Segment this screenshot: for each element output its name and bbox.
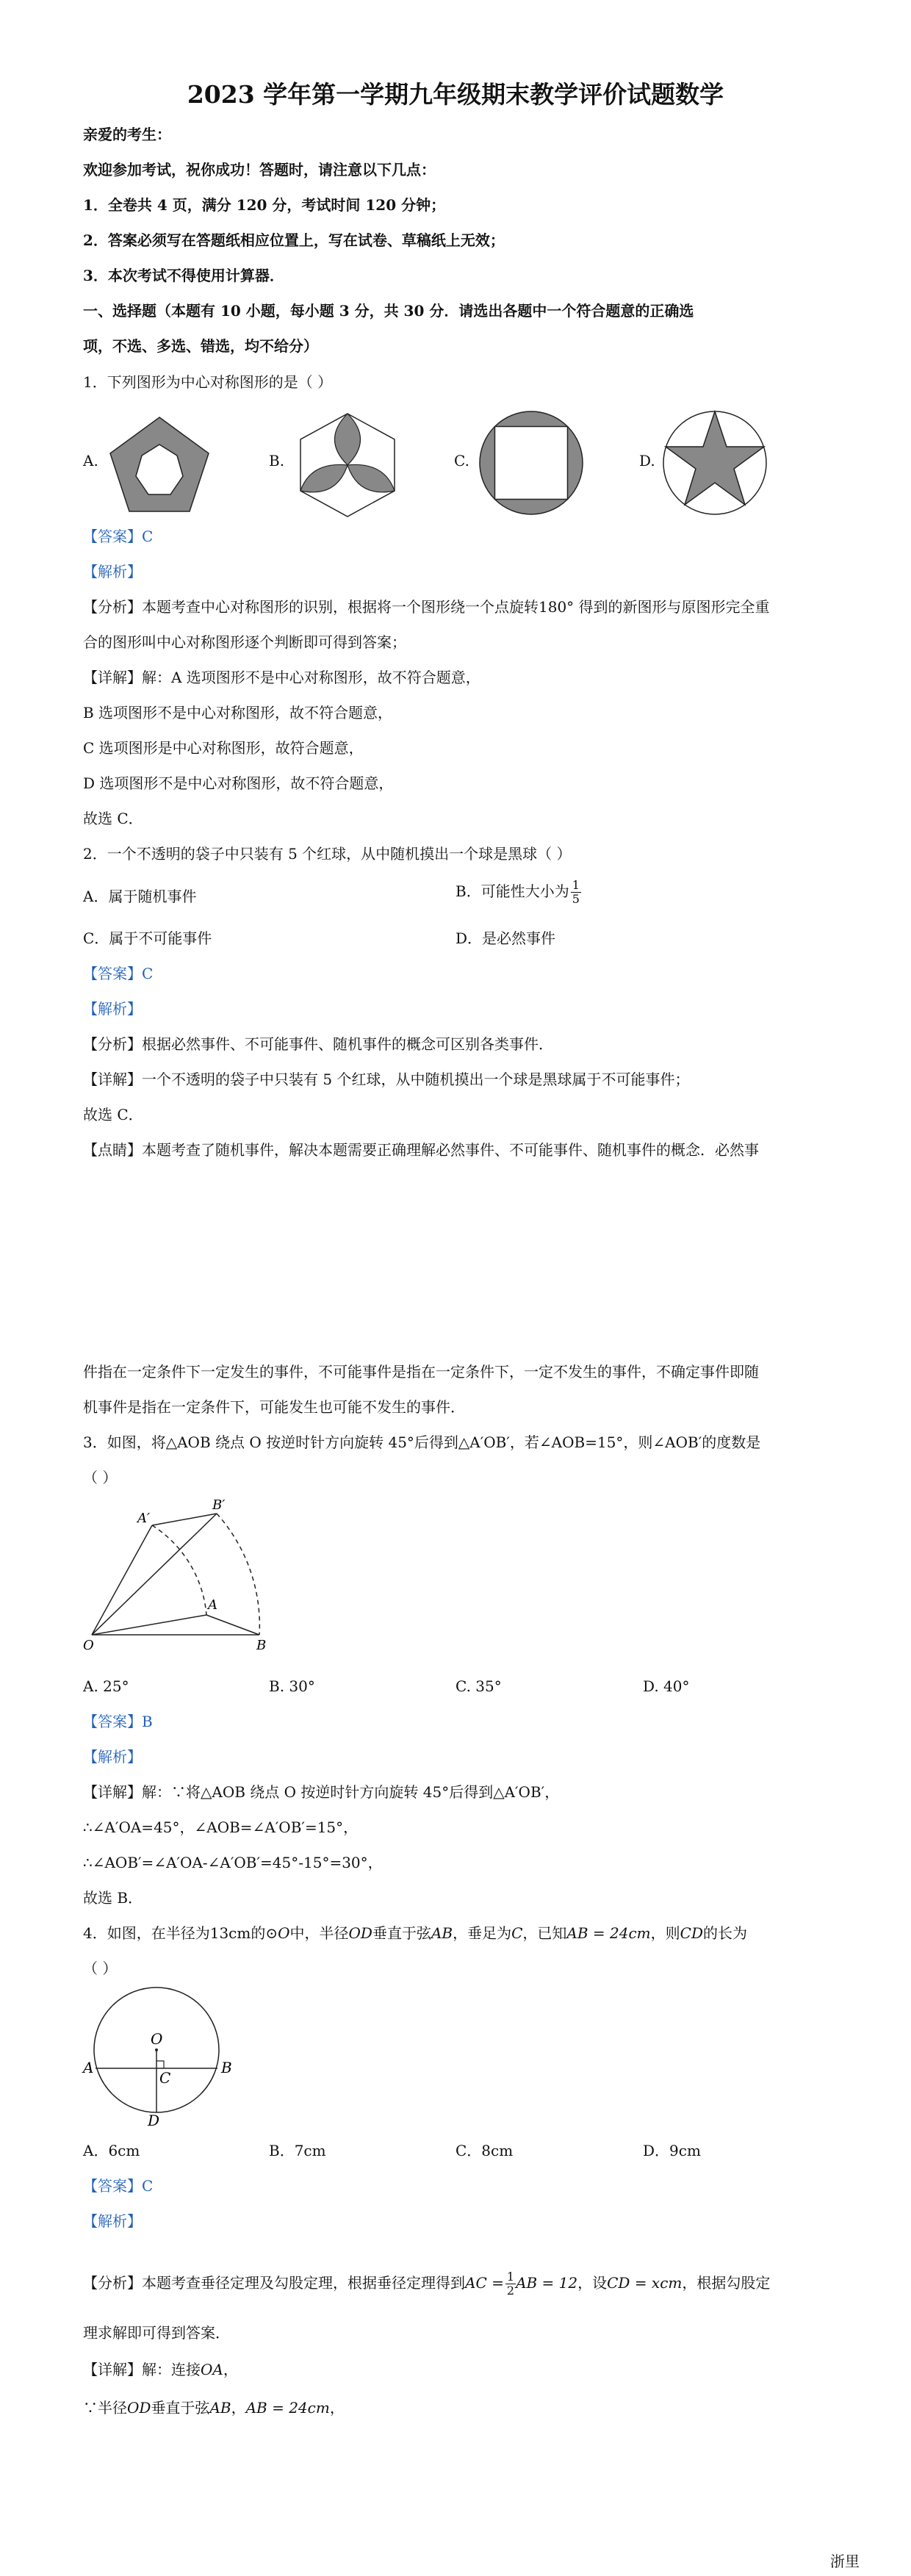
label-a: A <box>83 2059 94 2076</box>
q3-detail-line3: ∴∠AOB′=∠A′OA-∠A′OB′=45°-15°=30°， <box>83 1854 383 1871</box>
q1-detail-line2: B 选项图形不是中心对称图形，故不符合题意， <box>83 704 393 722</box>
q4-ab: AB <box>209 2399 231 2417</box>
q4-stem-text: ，则 <box>650 1924 680 1942</box>
page-title: 2023 学年第一学期九年级期末教学评价试题数学 <box>187 80 724 109</box>
fraction-denominator: 5 <box>572 892 580 906</box>
q4-stem <box>83 1922 747 1944</box>
q4-stem-text: 垂直于弦 <box>372 1924 431 1942</box>
label-c: C <box>159 2069 171 2087</box>
q3-answer: 【答案】B <box>83 1713 153 1730</box>
q2-option-d: D．是必然事件 <box>455 929 556 947</box>
q3-option-a: A. 25° <box>83 1677 129 1695</box>
q2-option-c: C．属于不可能事件 <box>83 929 212 947</box>
q2-option-b-fraction <box>571 879 581 906</box>
q1-detail-line4: D 选项图形不是中心对称图形，故不符合题意， <box>83 774 394 792</box>
q1-analysis-line2: 合的图形叫中心对称图形逐个判断即可得到答案； <box>83 633 406 651</box>
q1-analysis-tag: 【解析】 <box>83 563 142 580</box>
q1-option-d-label: D. <box>639 452 655 469</box>
q3-analysis-tag: 【解析】 <box>83 1748 142 1766</box>
q1-detail-line5: 故选 C． <box>83 810 143 827</box>
q4-half-fraction <box>505 2270 516 2298</box>
q2-analysis-tag: 【解析】 <box>83 1000 142 1018</box>
circle-star-figure <box>660 408 770 518</box>
q4-ab: AB <box>431 1924 453 1942</box>
section-heading-line1: 一、选择题（本题有 10 小题，每小题 3 分，共 30 分．请选出各题中一个符合题意的正确选 <box>83 302 694 320</box>
q4-analysis-line1 <box>83 2270 770 2298</box>
q4-detail-text: ∵半径 <box>83 2399 127 2417</box>
q3-detail-line1: 【详解】解：∵将△AOB 绕点 O 按逆时针方向旋转 45°后得到△A′OB′， <box>83 1783 560 1801</box>
q4-ac: AC = <box>465 2274 504 2292</box>
label-b: B <box>256 1638 267 1653</box>
q3-option-d: D. 40° <box>643 1677 690 1695</box>
q3-option-b: B. 30° <box>269 1677 315 1695</box>
label-o: O <box>83 1638 94 1653</box>
q2-option-b-text: B．可能性大小为 <box>455 882 569 900</box>
q4-od: OD <box>127 2399 151 2417</box>
q1-stem: 1．下列图形为中心对称图形的是（ ） <box>83 373 333 391</box>
q3-option-c: C. 35° <box>455 1677 502 1695</box>
q3-detail-line4: 故选 B． <box>83 1889 143 1907</box>
q4-ab-eq: AB = 24cm <box>566 1924 651 1942</box>
label-b: B <box>221 2059 232 2076</box>
pentagon-figure <box>104 411 215 522</box>
q3-paren: （ ） <box>83 1469 118 1486</box>
q2-option-b <box>455 879 581 906</box>
q4-detail-text: ， <box>231 2399 246 2417</box>
q1-option-b-label: B. <box>269 452 285 469</box>
q4-detail-text: ， <box>223 2361 238 2378</box>
section-heading-line2: 项，不选、多选、错选，均不给分） <box>83 337 318 355</box>
q4-cd-x: CD = xcm <box>607 2274 683 2292</box>
q4-analysis-line2: 理求解即可得到答案． <box>83 2324 230 2342</box>
q2-detail-line1: 【详解】一个不透明的袋子中只装有 5 个红球，从中随机摸出一个球是黑球属于不可能事件； <box>83 1071 690 1088</box>
q4-option-a: A．6cm <box>83 2142 140 2159</box>
rotation-figure <box>83 1492 281 1653</box>
q4-c: C <box>511 1924 523 1942</box>
q1-detail-line1: 【详解】解：A 选项图形不是中心对称图形，故不符合题意， <box>83 669 480 686</box>
fraction-numerator: 1 <box>506 2270 515 2284</box>
q4-detail-text: 【详解】解：连接 <box>83 2361 201 2378</box>
q1-option-c-label: C. <box>454 452 469 469</box>
fraction-denominator: 2 <box>506 2284 515 2298</box>
q4-stem-text: ，已知 <box>522 1924 567 1942</box>
q4-od: OD <box>348 1924 372 1942</box>
q4-option-d: D．9cm <box>643 2142 701 2159</box>
q2-option-a: A．属于随机事件 <box>83 888 197 905</box>
q4-analysis-text: ，根据勾股定 <box>682 2274 771 2292</box>
q2-note-line2: 件指在一定条件下一定发生的事件，不可能事件是指在一定条件下，一定不发生的事件，不确定事件即随 <box>83 1363 759 1381</box>
footer-watermark: 浙里 <box>830 2552 860 2570</box>
q1-analysis-line1: 【分析】本题考查中心对称图形的识别，根据将一个图形绕一个点旋转180° 得到的新图形与原图形完全重 <box>83 598 770 616</box>
q4-cd: CD <box>680 1924 703 1942</box>
q2-answer: 【答案】C <box>83 965 154 982</box>
q4-ab-12: AB = 12 <box>516 2274 578 2292</box>
q4-stem-text: 的 <box>251 1924 266 1942</box>
welcome-text: 欢迎参加考试，祝你成功！答题时，请注意以下几点： <box>83 161 436 179</box>
rule-1: 1．全卷共 4 页，满分 120 分，考试时间 120 分钟； <box>83 196 446 214</box>
fraction-numerator: 1 <box>572 878 580 892</box>
q2-stem: 2．一个不透明的袋子中只装有 5 个红球，从中随机摸出一个球是黑球（ ） <box>83 845 572 863</box>
q4-radius: 13cm <box>209 1924 251 1942</box>
label-a: A <box>208 1597 217 1613</box>
greeting: 亲爱的考生： <box>83 126 171 143</box>
q4-paren: （ ） <box>83 1960 118 1977</box>
hexagon-petal-figure <box>292 410 403 520</box>
q4-stem-text: 4．如图，在半径为 <box>83 1924 210 1942</box>
q3-stem: 3．如图，将△AOB 绕点 O 按逆时针方向旋转 45°后得到△A′OB′，若∠AOB=15°，则∠AOB′的度数是 <box>83 1433 761 1451</box>
q2-detail-line2: 故选 C． <box>83 1106 143 1123</box>
q2-note-line3: 机事件是指在一定条件下，可能发生也可能不发生的事件． <box>83 1398 465 1416</box>
q1-option-a-label: A. <box>83 452 98 469</box>
q4-circle: ⊙O <box>265 1924 290 1942</box>
q4-oa: OA <box>201 2361 223 2378</box>
circle-square-figure <box>476 408 586 518</box>
q4-option-b: B．7cm <box>269 2142 326 2159</box>
q4-stem-text: 的长为 <box>702 1924 747 1942</box>
label-o: O <box>151 2030 163 2048</box>
q4-analysis-text: 【分析】本题考查垂径定理及勾股定理，根据垂径定理得到 <box>83 2274 465 2292</box>
rule-3: 3．本次考试不得使用计算器． <box>83 267 284 284</box>
q4-detail-line2 <box>83 2397 345 2419</box>
q1-detail-line3: C 选项图形是中心对称图形，故符合题意， <box>83 739 364 757</box>
label-b-prime: B′ <box>212 1497 226 1513</box>
q4-option-c: C．8cm <box>455 2142 514 2159</box>
rule-2: 2．答案必须写在答题纸相应位置上，写在试卷、草稿纸上无效； <box>83 231 505 249</box>
q2-note-line1: 【点睛】本题考查了随机事件，解决本题需要正确理解必然事件、不可能事件、随机事件的概念．必然事 <box>83 1141 759 1159</box>
q3-detail-line2: ∴∠A′OA=45°，∠AOB=∠A′OB′=15°， <box>83 1818 359 1836</box>
q4-detail-text: ， <box>329 2399 345 2417</box>
q4-detail-line1 <box>83 2359 238 2381</box>
q1-answer: 【答案】C <box>83 528 154 545</box>
q4-stem-text: 中，半径 <box>289 1924 349 1942</box>
label-d: D <box>148 2112 160 2129</box>
q4-analysis-text: ，设 <box>577 2274 608 2292</box>
circle-chord-figure <box>83 1984 237 2131</box>
q4-detail-text: 垂直于弦 <box>151 2399 210 2417</box>
q4-ab-eq: AB = 24cm <box>245 2399 330 2417</box>
q2-analysis-line1: 【分析】根据必然事件、不可能事件、随机事件的概念可区别各类事件． <box>83 1035 553 1053</box>
q4-answer: 【答案】C <box>83 2177 154 2195</box>
q4-analysis-tag: 【解析】 <box>83 2212 142 2230</box>
q4-stem-text: ，垂足为 <box>453 1924 512 1942</box>
label-a-prime: A′ <box>137 1511 151 1526</box>
